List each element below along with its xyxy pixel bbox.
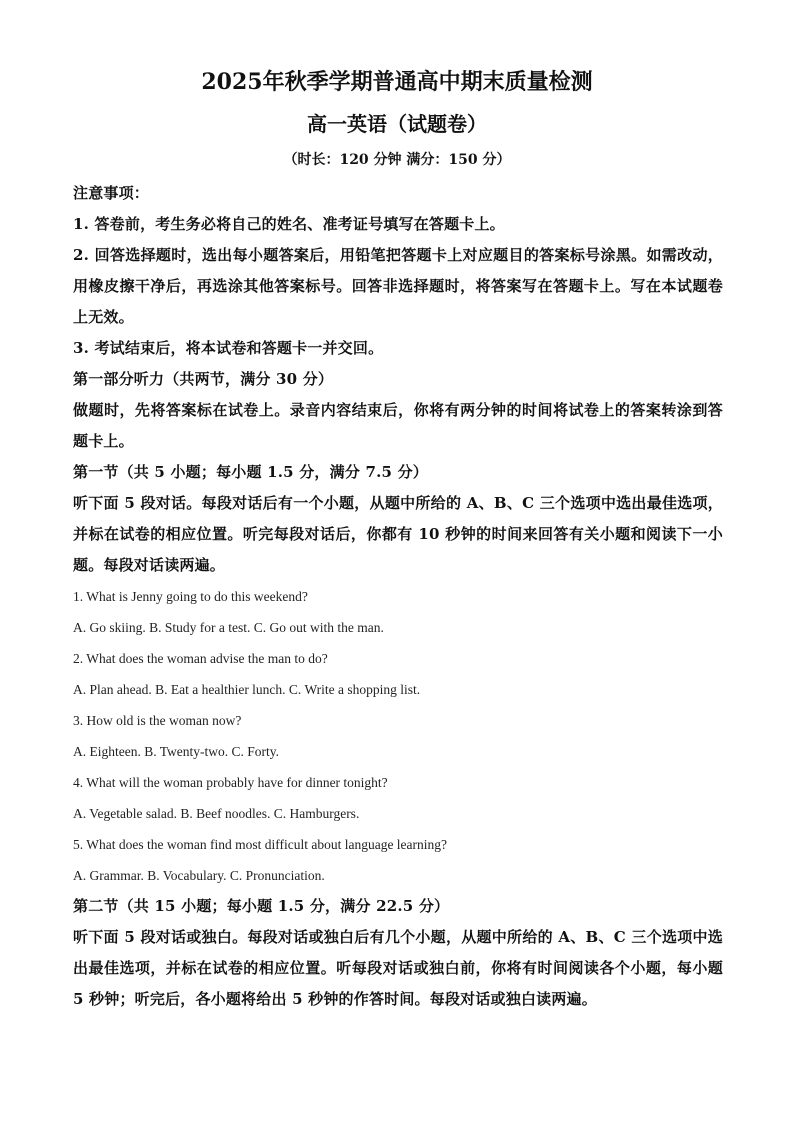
question-5-options: A. Grammar. B. Vocabulary. C. Pronunciation.	[73, 868, 325, 883]
question-3: 3. How old is the woman now?	[73, 713, 242, 728]
note-item-1: 1. 答卷前，考生务必将自己的姓名、准考证号填写在答题卡上。	[73, 215, 505, 233]
question-3-options: A. Eighteen. B. Twenty-two. C. Forty.	[73, 744, 280, 759]
section2-instruction: 听下面 5 段对话或独白。每段对话或独白后有几个小题，从题中所给的 A、B、C 三个选项中选出最佳选项，并标在试卷的相应位置。听每段对话或独白前，你将有时间阅读各个小题，每小题 5 秒钟；听完后，各小题将给出 5 秒钟的作答时间。每段对话或独白读两遍。	[73, 928, 723, 1008]
question-1: 1. What is Jenny going to do this weekend?	[73, 589, 308, 604]
exam-duration-score: （时长：120 分钟 满分：150 分）	[283, 152, 511, 168]
question-4-options: A. Vegetable salad. B. Beef noodles. C. Hamburgers.	[73, 806, 360, 821]
question-2: 2. What does the woman advise the man to do?	[73, 651, 328, 666]
exam-title: 2025年秋季学期普通高中期末质量检测	[201, 69, 593, 95]
section1-instruction: 听下面 5 段对话。每段对话后有一个小题，从题中所给的 A、B、C 三个选项中选出最佳选项，并标在试卷的相应位置。听完每段对话后，你都有 10 秒钟的时间来回答有关小题和阅读下一小题。每段对话读两遍。	[73, 494, 723, 574]
section2-heading: 第二节（共 15 小题；每小题 1.5 分，满分 22.5 分）	[73, 897, 450, 915]
part1-heading: 第一部分听力（共两节，满分 30 分）	[73, 370, 334, 388]
notes-heading: 注意事项：	[73, 184, 150, 202]
question-4: 4. What will the woman probably have for dinner tonight?	[73, 775, 388, 790]
exam-subtitle: 高一英语（试题卷）	[307, 112, 487, 136]
part1-instruction: 做题时，先将答案标在试卷上。录音内容结束后，你将有两分钟的时间将试卷上的答案转涂到答题卡上。	[73, 401, 723, 450]
exam-content	[73, 178, 723, 1015]
question-1-options: A. Go skiing. B. Study for a test. C. Go out with the man.	[73, 620, 384, 635]
note-item-3: 3. 考试结束后，将本试卷和答题卡一并交回。	[73, 339, 384, 357]
question-5: 5. What does the woman find most difficult about language learning?	[73, 837, 448, 852]
question-2-options: A. Plan ahead. B. Eat a healthier lunch. C. Write a shopping list.	[73, 682, 421, 697]
note-item-2: 2. 回答选择题时，选出每小题答案后，用铅笔把答题卡上对应题目的答案标号涂黑。如需改动，用橡皮擦干净后，再选涂其他答案标号。回答非选择题时，将答案写在答题卡上。写在本试题卷上无效。	[73, 246, 723, 326]
section1-heading: 第一节（共 5 小题；每小题 1.5 分，满分 7.5 分）	[73, 463, 428, 481]
